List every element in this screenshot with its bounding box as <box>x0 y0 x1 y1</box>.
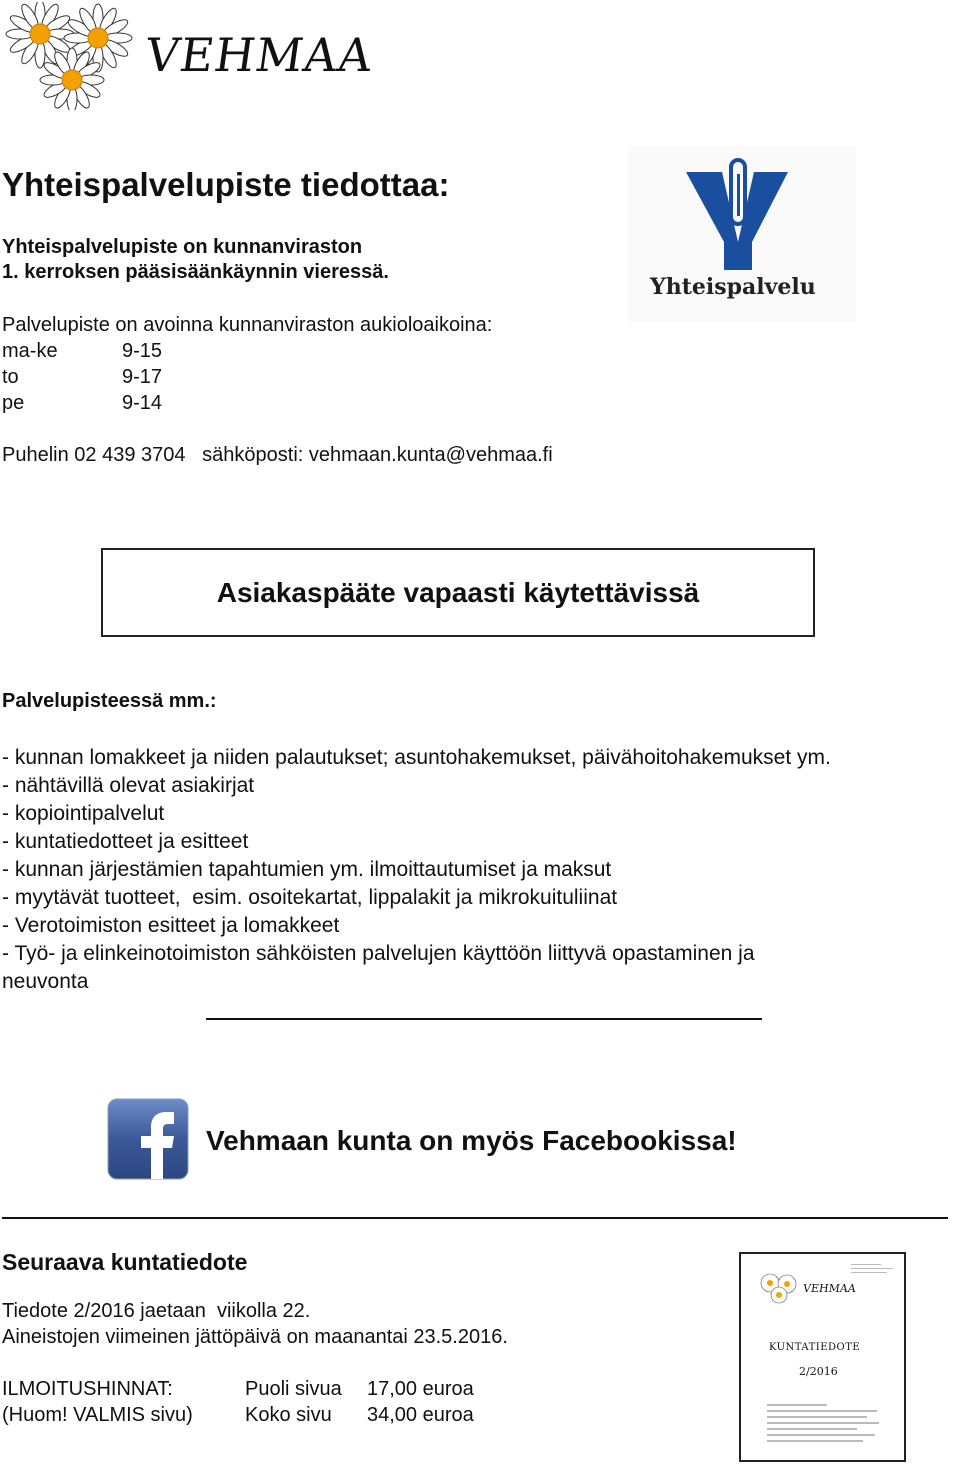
next-issue-line-1: Tiedote 2/2016 jaetaan viikolla 22. <box>2 1300 311 1322</box>
list-item: - Työ- ja elinkeinotoimiston sähköisten palvelujen käyttöön liittyvä opastaminen ja <box>2 942 755 965</box>
daisy-logo-icon <box>2 2 142 110</box>
hours-intro: Palvelupiste on avoinna kunnanviraston aukioloaikoina: <box>2 314 493 336</box>
location-line-2: 1. kerroksen pääsisäänkäynnin vieressä. <box>2 261 389 283</box>
facebook-text: Vehmaan kunta on myös Facebookissa! <box>206 1125 737 1156</box>
yhteispalvelu-logo <box>628 146 856 322</box>
daisy-small-icon <box>759 1272 799 1304</box>
hours-time: 9-15 <box>122 340 163 362</box>
ad-label: (Huom! VALMIS sivu) <box>2 1404 193 1426</box>
terminal-notice-text: Asiakaspääte vapaasti käytettävissä <box>216 576 700 608</box>
thumbnail-brand: VEHMAA <box>802 1282 857 1295</box>
terminal-notice-box <box>101 548 815 637</box>
next-issue-line-2: Aineistojen viimeinen jättöpäivä on maanantai 23.5.2016. <box>2 1326 508 1348</box>
ad-label: ILMOITUSHINNAT: <box>2 1378 173 1400</box>
yhteispalvelu-label: Yhteispalvelu <box>650 274 816 300</box>
bulletin-cover-thumbnail <box>739 1252 906 1462</box>
list-item: neuvonta <box>2 970 89 993</box>
list-item: - nähtävillä olevat asiakirjat <box>2 774 255 797</box>
contact-line: Puhelin 02 439 3704 sähköposti: vehmaan.kunta@vehmaa.fi <box>2 444 553 466</box>
hours-time: 9-14 <box>122 392 163 414</box>
page-title: Yhteispalvelupiste tiedottaa: <box>2 166 450 203</box>
hours-day: ma-ke <box>2 340 58 362</box>
ad-size: Koko sivu <box>245 1404 332 1426</box>
hours-day: pe <box>2 392 25 414</box>
ad-price: 17,00 euroa <box>367 1378 474 1400</box>
location-line-1: Yhteispalvelupiste on kunnanviraston <box>2 236 363 258</box>
services-heading: Palvelupisteessä mm.: <box>2 690 217 712</box>
thumbnail-info-block <box>767 1404 891 1442</box>
hours-day: to <box>2 366 19 388</box>
hours-time: 9-17 <box>122 366 163 388</box>
list-item: - kunnan lomakkeet ja niiden palautukset; asuntohakemukset, päivähoitohakemukset ym. <box>2 746 831 769</box>
brand-name: VEHMAA <box>142 28 377 82</box>
ad-size: Puoli sivua <box>245 1378 342 1400</box>
list-item: - kunnan järjestämien tapahtumien ym. ilmoittautumiset ja maksut <box>2 858 612 881</box>
divider <box>206 1018 762 1020</box>
list-item: - kopiointipalvelut <box>2 802 165 825</box>
list-item: - Verotoimiston esitteet ja lomakkeet <box>2 914 340 937</box>
thumbnail-title: KUNTATIEDOTE <box>769 1342 861 1353</box>
facebook-icon <box>107 1098 189 1180</box>
hours-row <box>2 392 163 415</box>
services-list <box>2 744 952 996</box>
hours-row <box>2 340 163 363</box>
next-issue-heading: Seuraava kuntatiedote <box>2 1249 248 1275</box>
list-item: - kuntatiedotteet ja esitteet <box>2 830 249 853</box>
list-item: - myytävät tuotteet, esim. osoitekartat, lippalakit ja mikrokuituliinat <box>2 886 618 909</box>
divider <box>2 1217 948 1219</box>
ad-price: 34,00 euroa <box>367 1404 474 1426</box>
hours-row <box>2 366 163 389</box>
thumbnail-issue: 2/2016 <box>799 1365 838 1378</box>
thumbnail-corner-text <box>851 1264 895 1273</box>
